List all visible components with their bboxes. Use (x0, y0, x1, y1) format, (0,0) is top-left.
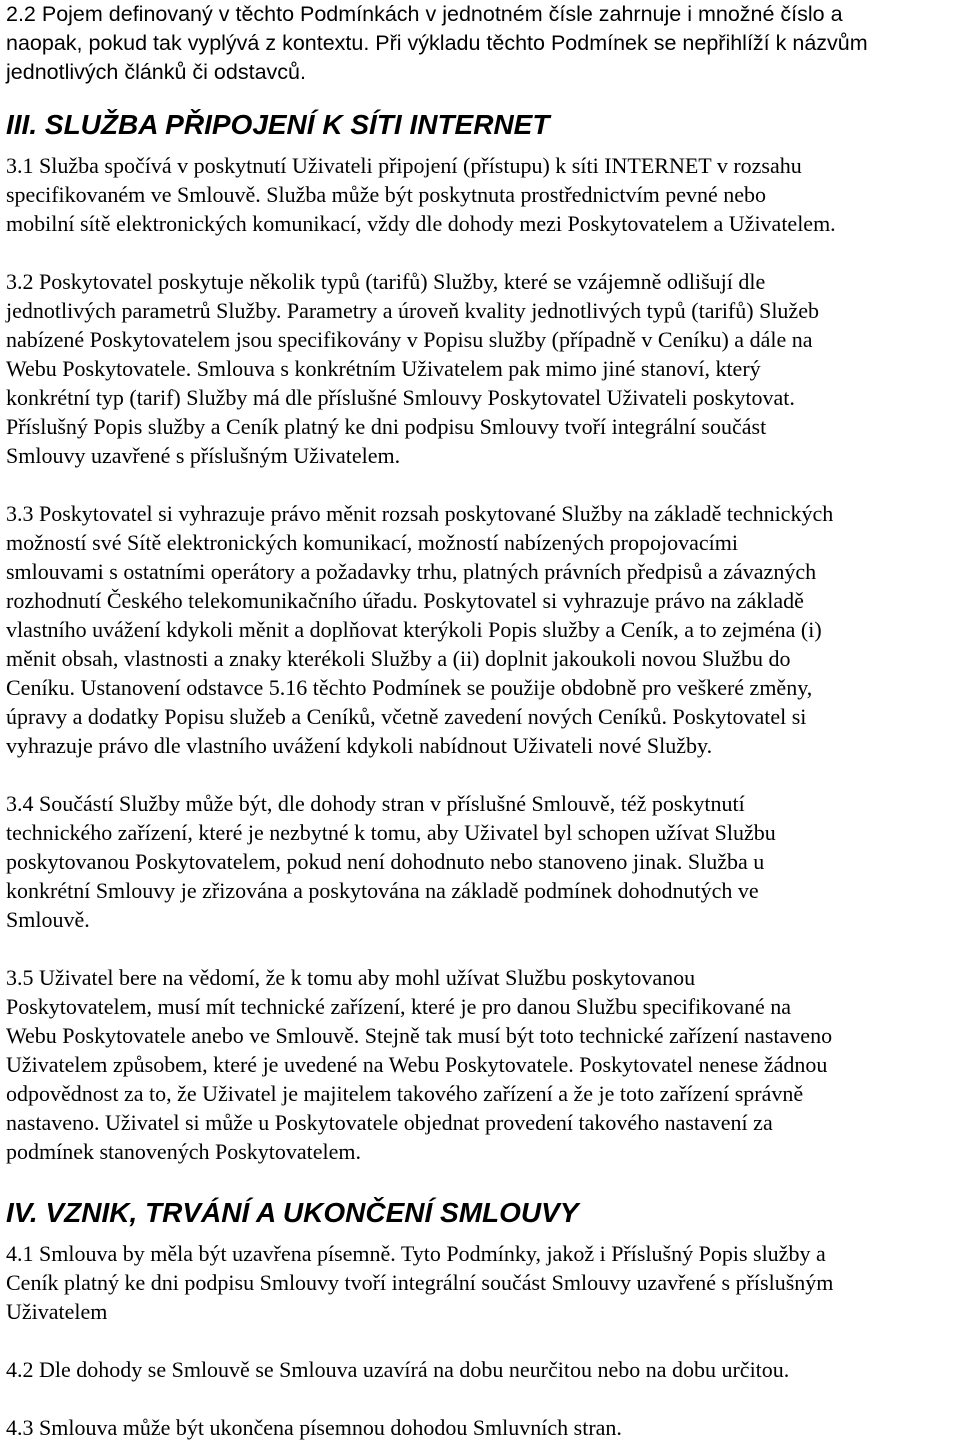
text-line: jednotlivých parametrů Služby. Parametry a úroveň kvality jednotlivých typů (tarifů) Služeb (6, 298, 819, 323)
text-line: naopak, pokud tak vyplývá z kontextu. Při výkladu těchto Podmínek se nepřihlíží k názvům (6, 31, 868, 55)
text-line: 3.2 Poskytovatel poskytuje několik typů (tarifů) Služby, které se vzájemně odlišují dle (6, 269, 766, 294)
text-line: Příslušný Popis služby a Ceník platný ke dni podpisu Smlouvy tvoří integrální součást (6, 414, 767, 439)
text-line: jednotlivých článků či odstavců. (6, 60, 306, 84)
text-line: Webu Poskytovatele. Smlouva s konkrétním Uživatelem pak mimo jiné stanoví, který (6, 356, 761, 381)
text-line: Smlouvy uzavřené s příslušným Uživatelem. (6, 443, 401, 468)
text-line: 3.3 Poskytovatel si vyhrazuje právo měnit rozsah poskytované Služby na základě technických (6, 501, 834, 526)
text-line: konkrétní Smlouvy je zřizována a poskytována na základě podmínek dohodnutých ve (6, 878, 759, 903)
text-line: možností své Sítě elektronických komunikací, možností nabízených propojovacími (6, 530, 738, 555)
text-line: rozhodnutí Českého telekomunikačního úřadu. Poskytovatel si vyhrazuje právo na základě (6, 588, 804, 613)
text-line: Smlouvě. (6, 907, 90, 932)
text-line: nastaveno. Uživatel si může u Poskytovatele objednat provedení takového nastavení za (6, 1110, 773, 1135)
text-line: 4.3 Smlouva může být ukončena písemnou dohodou Smluvních stran. (6, 1415, 622, 1440)
text-line: vlastního uvážení kdykoli měnit a doplňovat kterýkoli Popis služby a Ceník, a to zejména (i) (6, 617, 822, 642)
text-line: Uživatelem (6, 1299, 108, 1324)
text-line: úpravy a dodatky Popisu služeb a Ceníků, včetně zavedení nových Ceníků. Poskytovatel si (6, 704, 807, 729)
text-line: 3.1 Služba spočívá v poskytnutí Uživateli připojení (přístupu) k síti INTERNET v rozsahu (6, 153, 802, 178)
text-line: konkrétní typ (tarif) Služby má dle příslušné Smlouvy Poskytovatel Uživateli poskytovat. (6, 385, 795, 410)
text-line: Webu Poskytovatele anebo ve Smlouvě. Stejně tak musí být toto technické zařízení nastaveno (6, 1023, 833, 1048)
text-line: smlouvami s ostatními operátory a požadavky trhu, platných právních předpisů a závazných (6, 559, 817, 584)
text-line: vyhrazuje právo dle vlastního uvážení kdykoli nabídnout Uživateli nové Služby. (6, 733, 713, 758)
text-line: Ceník platný ke dni podpisu Smlouvy tvoří integrální součást Smlouvy uzavřené s příslušným (6, 1270, 834, 1295)
text-line: 3.4 Součástí Služby může být, dle dohody stran v příslušné Smlouvě, též poskytnutí (6, 791, 745, 816)
text-line: specifikovaném ve Smlouvě. Služba může být poskytnuta prostřednictvím pevné nebo (6, 182, 767, 207)
text-line: odpovědnost za to, že Uživatel je majitelem takového zařízení a že je toto zařízení správně (6, 1081, 804, 1106)
text-line: Uživatelem způsobem, které je uvedené na Webu Poskytovatele. Poskytovatel nenese žádnou (6, 1052, 828, 1077)
text-line: poskytovanou Poskytovatelem, pokud není dohodnuto nebo stanoveno jinak. Služba u (6, 849, 765, 874)
text-line: Poskytovatelem, musí mít technické zařízení, které je pro danou Službu specifikované na (6, 994, 792, 1019)
text-line: technického zařízení, které je nezbytné k tomu, aby Uživatel byl schopen užívat Službu (6, 820, 776, 845)
section-heading: III. SLUŽBA PŘIPOJENÍ K SÍTI INTERNET (6, 109, 550, 140)
text-line: 4.2 Dle dohody se Smlouvě se Smlouva uzavírá na dobu neurčitou nebo na dobu určitou. (6, 1357, 790, 1382)
text-line: podmínek stanovených Poskytovatelem. (6, 1139, 361, 1164)
text-line: měnit obsah, vlastnosti a znaky kterékoli Služby a (ii) doplnit jakoukoli novou Službu do (6, 646, 791, 671)
text-line: 4.1 Smlouva by měla být uzavřena písemně. Tyto Podmínky, jakož i Příslušný Popis služby a (6, 1241, 826, 1266)
section-heading: IV. VZNIK, TRVÁNÍ A UKONČENÍ SMLOUVY (6, 1197, 579, 1228)
text-line: nabízené Poskytovatelem jsou specifikovány v Popisu služby (případně v Ceníku) a dále na (6, 327, 813, 352)
text-line: mobilní sítě elektronických komunikací, vždy dle dohody mezi Poskytovatelem a Uživatelem. (6, 211, 836, 236)
text-line: Ceníku. Ustanovení odstavce 5.16 těchto Podmínek se použije obdobně pro veškeré změny, (6, 675, 813, 700)
text-line: 2.2 Pojem definovaný v těchto Podmínkách v jednotném čísle zahrnuje i množné číslo a (6, 2, 843, 26)
text-line: 3.5 Uživatel bere na vědomí, že k tomu aby mohl užívat Službu poskytovanou (6, 965, 696, 990)
